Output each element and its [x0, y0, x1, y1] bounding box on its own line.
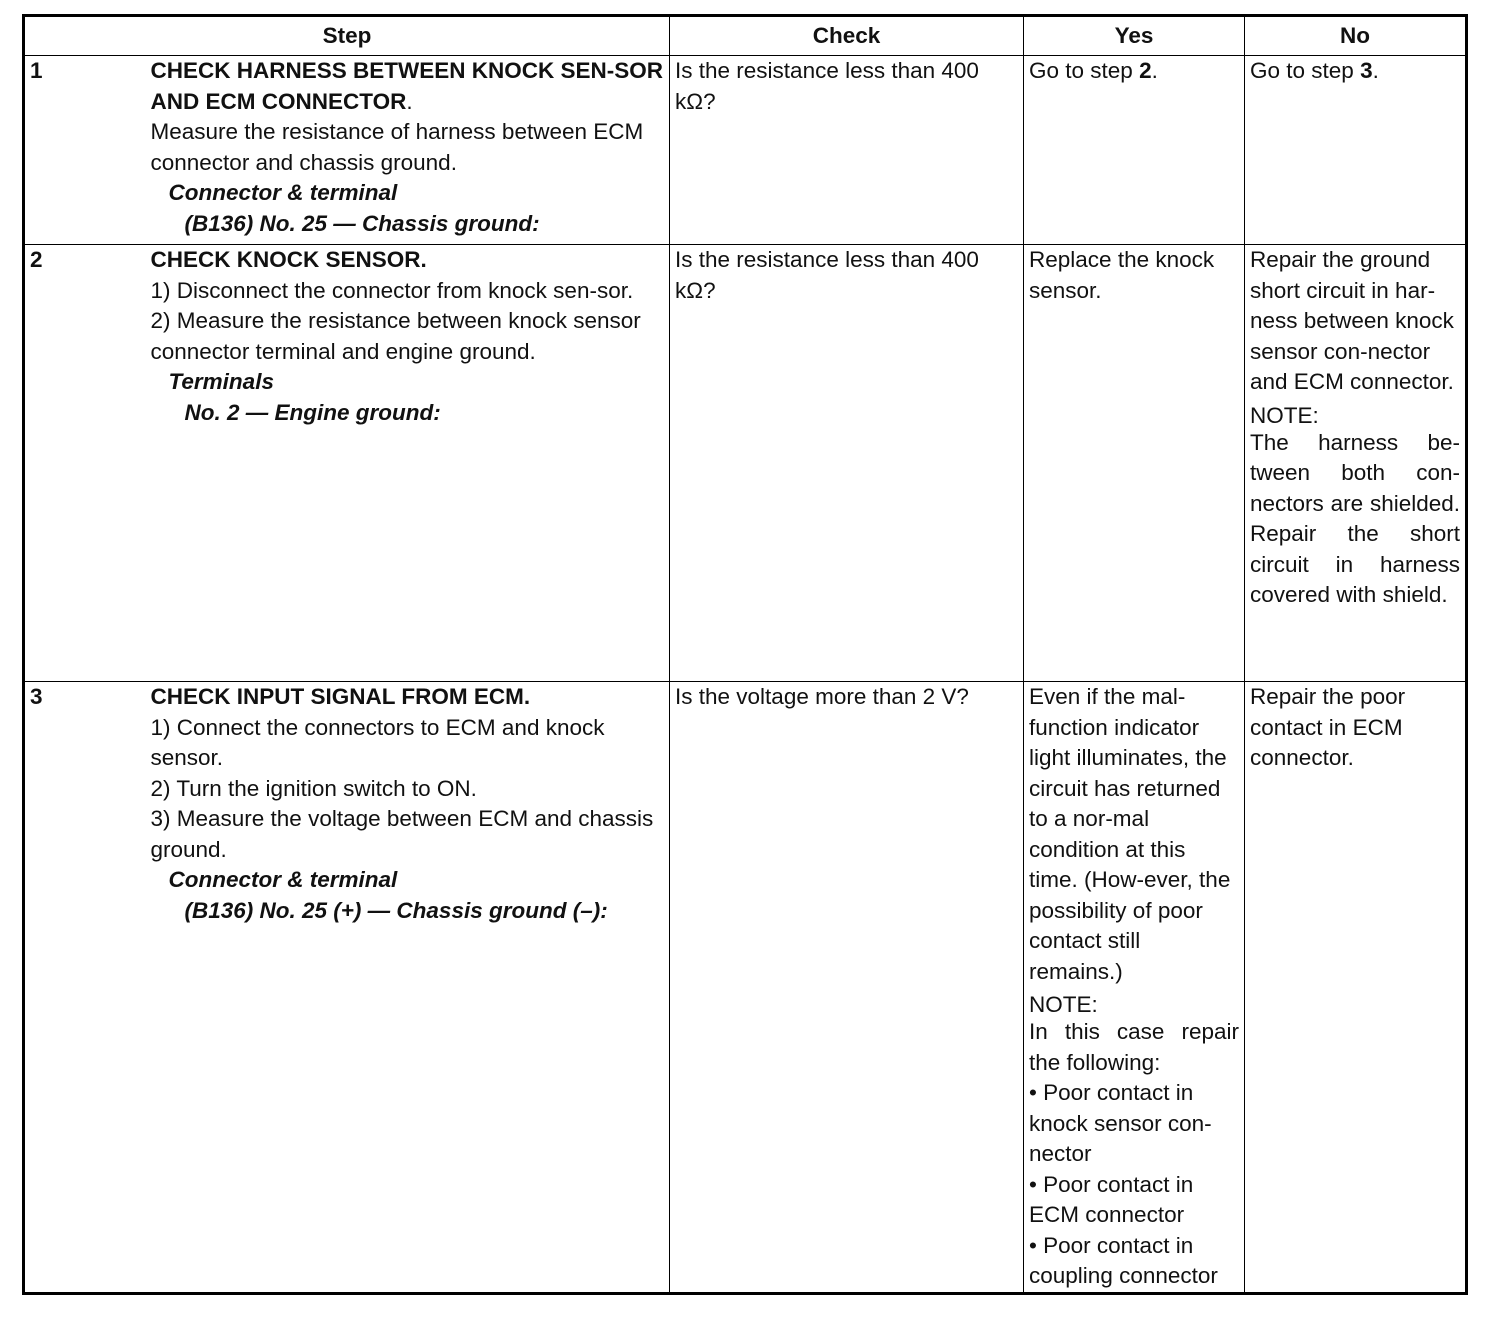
- step-body: Measure the resistance of harness between ECM connector and chassis ground.: [150, 119, 644, 175]
- bullet-item: • Poor contact in knock sensor con-nector: [1029, 1080, 1212, 1166]
- check-cell: Is the resistance less than 400 kΩ?: [670, 245, 1024, 682]
- step-cell: [146, 56, 670, 245]
- no-cell: Go to step 3.: [1245, 56, 1467, 245]
- step-item: 1) Disconnect the connector from knock sen-sor.: [150, 277, 634, 303]
- step-sub-value: (B136) No. 25 — Chassis ground:: [184, 210, 540, 236]
- header-step: Step: [24, 16, 670, 56]
- check-cell: Is the voltage more than 2 V?: [670, 682, 1024, 1294]
- note-label: NOTE:: [1250, 402, 1319, 428]
- diagnostic-table: [22, 14, 1468, 1295]
- check-cell: Is the resistance less than 400 kΩ?: [670, 56, 1024, 245]
- header-row: [24, 16, 1467, 56]
- note-label: NOTE:: [1029, 992, 1098, 1017]
- table-row: [24, 682, 1467, 1294]
- table-row: [24, 245, 1467, 682]
- note-text: In this case repair the following:: [1029, 1019, 1240, 1075]
- yes-cell: Go to step 2.: [1024, 56, 1245, 245]
- yes-text: Even if the mal-function indicator light illuminates, the circuit has returned to a nor-mal condition at this time. (How-ever, the possibility of poor contact still remains.): [1029, 684, 1231, 984]
- yes-cell: [1024, 682, 1245, 1294]
- step-sub-heading: Terminals: [168, 369, 274, 394]
- step-sub-heading: Connector & terminal: [168, 867, 398, 892]
- bullet-item: • Poor contact in coupling connector: [1029, 1232, 1218, 1288]
- step-title: CHECK HARNESS BETWEEN KNOCK SEN-SOR AND ECM CONNECTOR.: [150, 58, 664, 114]
- step-title: CHECK KNOCK SENSOR.: [150, 247, 427, 272]
- step-number: 3: [24, 682, 146, 1294]
- note-text: The harness be-tween both con-nectors are shielded. Repair the short circuit in harness covered with shield.: [1250, 429, 1461, 607]
- step-number: 2: [24, 245, 146, 682]
- step-item: 2) Measure the resistance between knock sensor connector terminal and engine ground.: [150, 308, 641, 364]
- no-cell: Repair the poor contact in ECM connector.: [1245, 682, 1467, 1294]
- step-item: 3) Measure the voltage between ECM and chassis ground.: [150, 806, 654, 862]
- step-reference: 3: [1360, 58, 1373, 83]
- header-yes: Yes: [1024, 16, 1245, 56]
- no-cell: [1245, 245, 1467, 682]
- step-item: 1) Connect the connectors to ECM and knock sensor.: [150, 714, 605, 770]
- step-sub-heading: Connector & terminal: [168, 180, 398, 205]
- table-row: [24, 56, 1467, 245]
- header-no: No: [1245, 16, 1467, 56]
- step-reference: 2: [1139, 58, 1152, 83]
- step-cell: [146, 245, 670, 682]
- header-check: Check: [670, 16, 1024, 56]
- bullet-item: • Poor contact in ECM connector: [1029, 1171, 1194, 1227]
- step-cell: [146, 682, 670, 1294]
- step-sub-value: No. 2 — Engine ground:: [184, 399, 441, 425]
- step-sub-value: (B136) No. 25 (+) — Chassis ground (–):: [184, 897, 608, 923]
- yes-cell: Replace the knock sensor.: [1024, 245, 1245, 682]
- step-title: CHECK INPUT SIGNAL FROM ECM.: [150, 684, 531, 709]
- step-item: 2) Turn the ignition switch to ON.: [150, 775, 477, 801]
- no-text: Repair the ground short circuit in har-ness between knock sensor con-nector and ECM connector.: [1250, 247, 1454, 394]
- step-number: 1: [24, 56, 146, 245]
